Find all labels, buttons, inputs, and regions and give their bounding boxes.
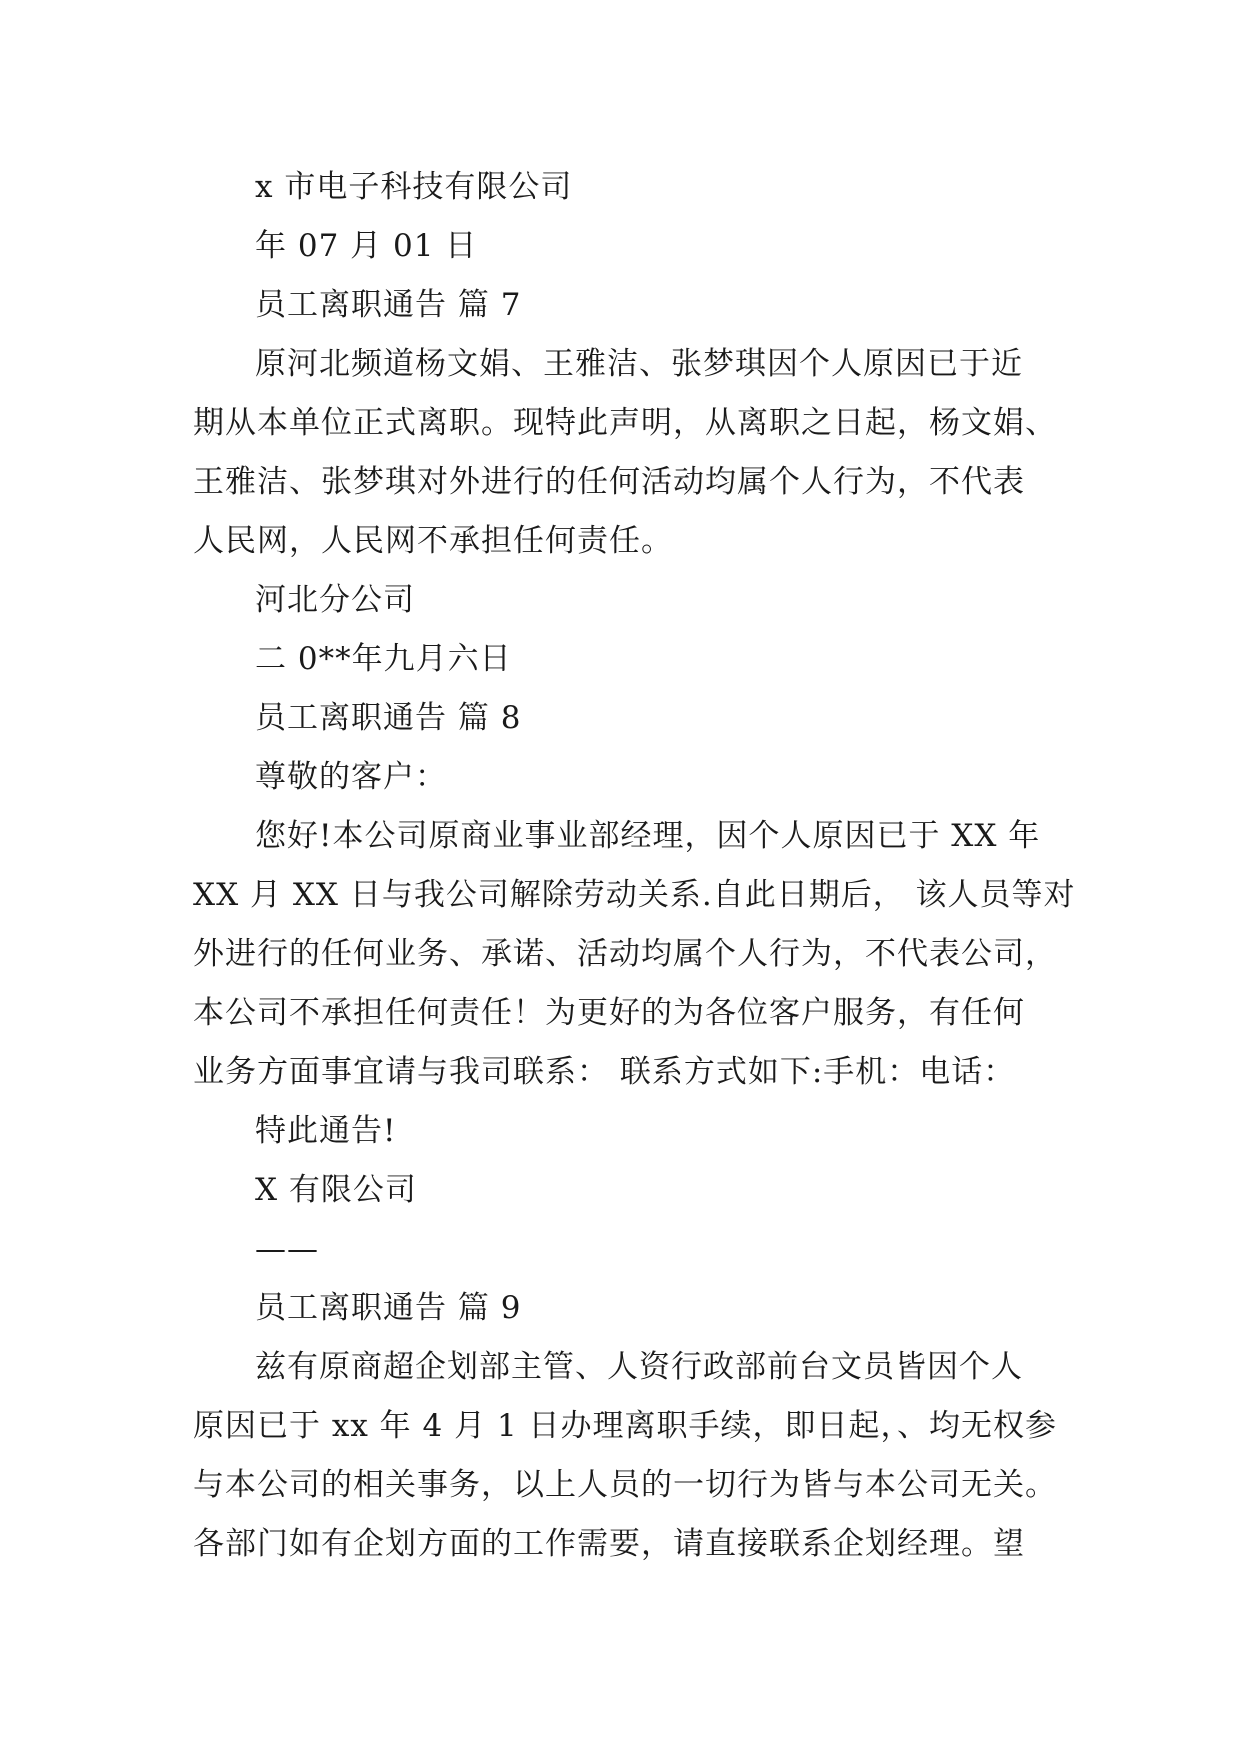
paragraph-line: 各部门如有企划方面的工作需要，请直接联系企划经理。望 [193, 1526, 1025, 1562]
signature-line: 河北分公司 [255, 582, 415, 618]
section-heading-8: 员工离职通告 篇 8 [255, 700, 522, 736]
paragraph-line: 期从本单位正式离职。现特此声明，从离职之日起，杨文娟、 [193, 405, 1057, 441]
paragraph-line: 业务方面事宜请与我司联系： 联系方式如下:手机：电话： [193, 1054, 1016, 1090]
paragraph-line: 外进行的任何业务、承诺、活动均属个人行为，不代表公司， [193, 936, 1057, 972]
date-line: 年 07 月 01 日 [255, 228, 478, 264]
document-body [193, 158, 1076, 1574]
company-name-line: x 市电子科技有限公司 [255, 169, 573, 205]
salutation-line: 尊敬的客户： [255, 759, 447, 795]
paragraph-line: 与本公司的相关事务，以上人员的一切行为皆与本公司无关。 [193, 1467, 1057, 1503]
paragraph-line: 人民网，人民网不承担任何责任。 [193, 523, 673, 559]
paragraph-line: XX 月 XX 日与我公司解除劳动关系.自此日期后， 该人员等对 [193, 877, 1076, 913]
paragraph-line: 王雅洁、张梦琪对外进行的任何活动均属个人行为，不代表 [193, 464, 1025, 500]
paragraph-line: 原因已于 xx 年 4 月 1 日办理离职手续，即日起，、均无权参 [193, 1408, 1058, 1444]
paragraph-line: 您好!本公司原商业事业部经理，因个人原因已于 XX 年 [255, 818, 1041, 854]
section-heading-7: 员工离职通告 篇 7 [255, 287, 522, 323]
date-line: 二 0**年九月六日 [255, 641, 512, 677]
paragraph-line: 原河北频道杨文娟、王雅洁、张梦琪因个人原因已于近 [255, 346, 1023, 382]
closing-line: 特此通告! [255, 1113, 397, 1149]
dash-line: —— [255, 1231, 319, 1267]
paragraph-line: 兹有原商超企划部主管、人资行政部前台文员皆因个人 [255, 1349, 1023, 1385]
section-heading-9: 员工离职通告 篇 9 [255, 1290, 522, 1326]
paragraph-line: 本公司不承担任何责任！为更好的为各位客户服务，有任何 [193, 995, 1025, 1031]
signature-line: X 有限公司 [255, 1172, 417, 1208]
